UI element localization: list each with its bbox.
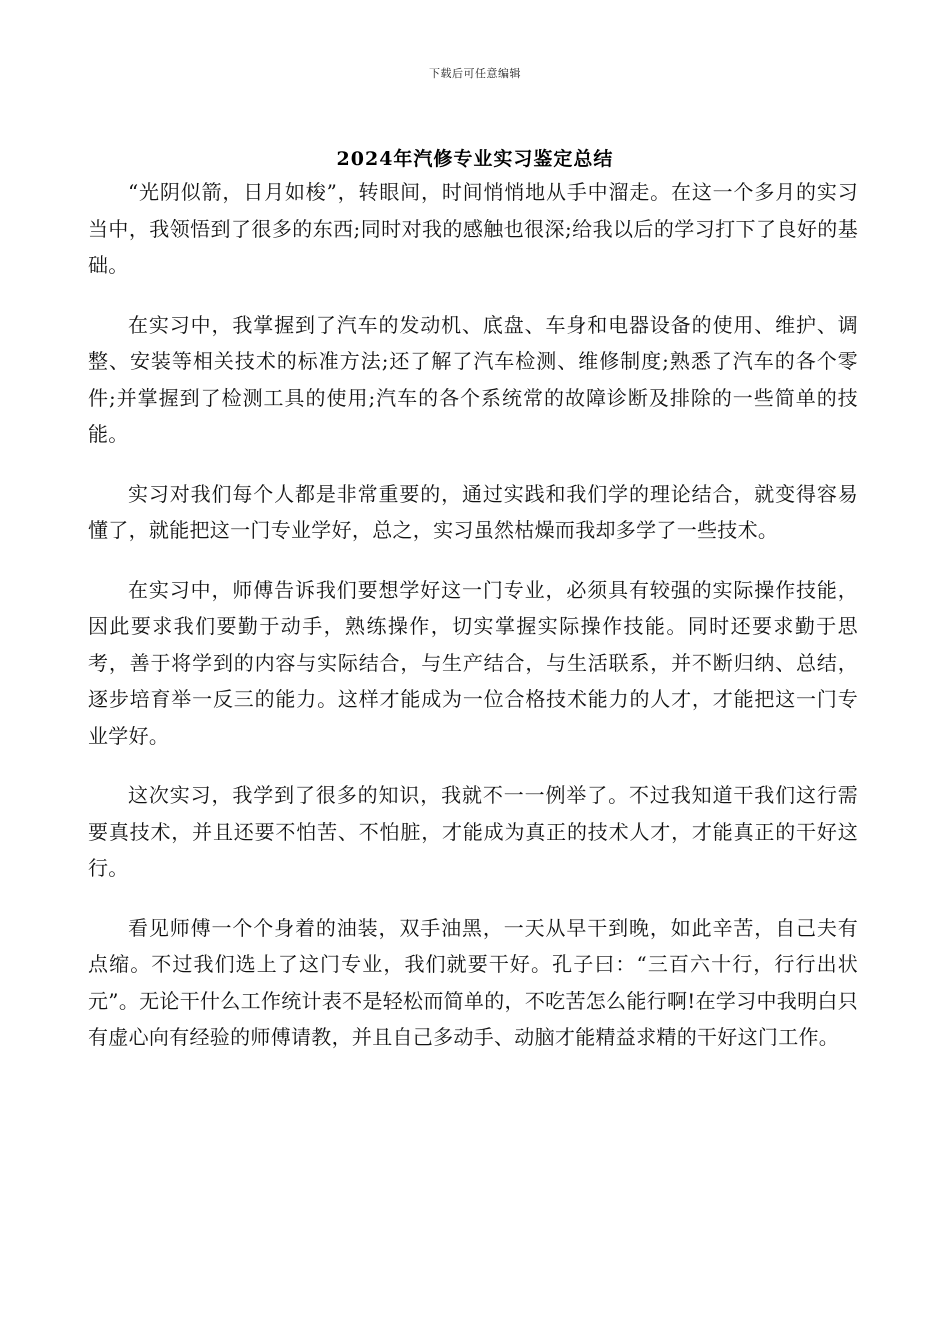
document-body [88,174,858,1079]
paragraph: 在实习中，我掌握到了汽车的发动机、底盘、车身和电器设备的使用、维护、调整、安装等相关技术的标准方法;还了解了汽车检测、维修制度;熟悉了汽车的各个零件;并掌握到了检测工具的使用;汽车的各个系统常的故障诊断及排除的一些简单的技能。 [88,312,858,446]
paragraph: 实习对我们每个人都是非常重要的，通过实践和我们学的理论结合，就变得容易懂了，就能把这一门专业学好，总之，实习虽然枯燥而我却多学了一些技术。 [88,481,858,542]
paragraph: “光阴似箭，日月如梭”，转眼间，时间悄悄地从手中溜走。在这一个多月的实习当中，我领悟到了很多的东西;同时对我的感触也很深;给我以后的学习打下了良好的基础。 [88,180,858,277]
paragraph: 看见师傅一个个身着的油装，双手油黑，一天从早干到晚，如此辛苦，自己夫有点缩。不过我们选上了这门专业，我们就要干好。孔子曰：“三百六十行，行行出状元”。无论干什么工作统计表不是轻松而简单的，不吃苦怎么能行啊!在学习中我明白只有虚心向有经验的师傅请教，并且自己多动手、动脑才能精益求精的干好这门工作。 [88,915,858,1049]
header-note: 下载后可任意编辑 [429,67,521,80]
paragraph: 这次实习，我学到了很多的知识，我就不一一例举了。不过我知道干我们这行需要真技术，并且还要不怕苦、不怕脏，才能成为真正的技术人才，才能真正的干好这行。 [88,783,858,880]
document-title: 2024年汽修专业实习鉴定总结 [336,148,614,170]
paragraph: 在实习中，师傅告诉我们要想学好这一门专业，必须具有较强的实际操作技能，因此要求我们要勤于动手，熟练操作，切实掌握实际操作技能。同时还要求勤于思考，善于将学到的内容与实际结合，与生产结合，与生活联系，并不断归纳、总结，逐步培育举一反三的能力。这样才能成为一位合格技术能力的人才，才能把这一门专业学好。 [88,577,858,748]
